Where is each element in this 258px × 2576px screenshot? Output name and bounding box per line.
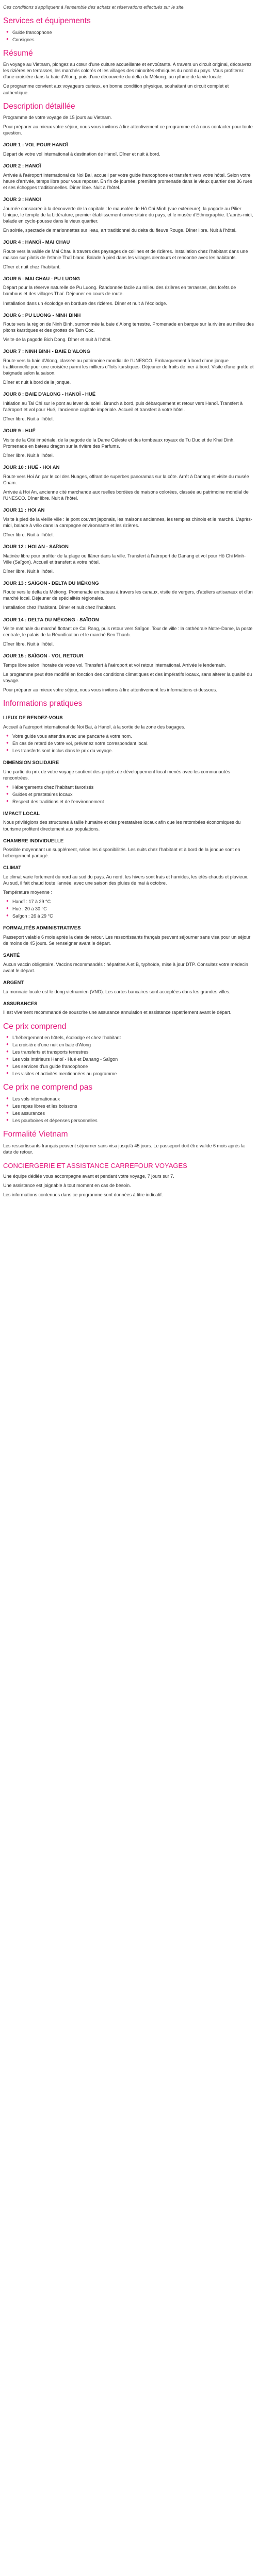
bullet-list <box>6 1096 254 1124</box>
paragraph: Départ pour la réserve naturelle de Pu Luong. Randonnée facile au milieu des rizières en terrasses, des forêts de bambous et des villages Thaï. Déjeuner en cours de route. <box>3 285 236 297</box>
subsection-heading-jour-8-baie-d-along-hanoi-hue: JOUR 8 : BAIE D'ALONG - HANOÏ - HUÉ <box>3 392 96 398</box>
subsection-heading-assurances: ASSURANCES <box>3 1001 38 1007</box>
subsection-heading-jour-2-hanoi: JOUR 2 : HANOÏ <box>3 163 41 170</box>
paragraph: Installation chez l'habitant. Dîner et nuit chez l'habitant. <box>3 605 117 611</box>
list-item: ● Hanoï : 17 à 29 °C <box>6 899 254 905</box>
paragraph: Visite de la pagode Bich Dong. Dîner et nuit à l'hôtel. <box>3 337 112 343</box>
list-item: ● Les visites et activités mentionnées au programme <box>6 1071 254 1077</box>
paragraph: Le programme peut être modifié en fonction des conditions climatiques et des impératifs locaux, sans altérer la qualité du voyage. <box>3 672 252 684</box>
paragraph: Dîner libre. Nuit à l'hôtel. <box>3 452 54 458</box>
section-heading-services-et-equipements: Services et équipements <box>3 16 91 26</box>
list-item: ● Les vols internationaux <box>6 1096 254 1102</box>
subsection-heading-dimension-solidaire: DIMENSION SOLIDAIRE <box>3 759 59 766</box>
section-heading-informations-pratiques: Informations pratiques <box>3 699 83 708</box>
paragraph: Visite de la Cité impériale, de la pagode de la Dame Céleste et des tombeaux royaux de Tu Duc et de Khai Dinh. Promenade en bateau dragon sur la rivière des Parfums. <box>3 437 235 449</box>
paragraph: Temps libre selon l'horaire de votre vol. Transfert à l'aéroport et vol retour international. Arrivée le lendemain. <box>3 663 226 668</box>
list-item: ● Consignes <box>6 37 254 43</box>
paragraph: Nous privilégions des structures à taille humaine et des prestataires locaux afin que les retombées économiques du tourisme profitent directement aux populations. <box>3 820 241 832</box>
paragraph: Pour préparer au mieux votre séjour, nous vous invitons à lire attentivement les informations ci-dessous. <box>3 687 217 693</box>
bullet-list <box>6 784 254 805</box>
bullet-list <box>6 899 254 919</box>
paragraph: Une assistance est joignable à tout moment en cas de besoin. <box>3 1183 131 1189</box>
list-item: ● Les pourboires et dépenses personnelles <box>6 1117 254 1124</box>
paragraph: Programme de votre voyage de 15 jours au Vietnam. <box>3 115 112 121</box>
intro-text: Ces conditions s'appliquent à l'ensemble des achats et réservations effectués sur le site. <box>3 5 185 10</box>
list-item: ● Les repas libres et les boissons <box>6 1103 254 1109</box>
paragraph: Possible moyennant un supplément, selon les disponibilités. Les nuits chez l'habitant et à bord de la jonque sont en hébergement partagé. <box>3 847 240 859</box>
paragraph: Une équipe dédiée vous accompagne avant et pendant votre voyage, 7 jours sur 7. <box>3 1174 174 1179</box>
section-heading-conciergerie-et-assistance-carrefour-voy: CONCIERGERIE ET ASSISTANCE CARREFOUR VOYAGES <box>3 1161 187 1170</box>
list-item: ● Les services d'un guide francophone <box>6 1063 254 1070</box>
subsection-heading-chambre-individuelle: CHAMBRE INDIVIDUELLE <box>3 838 64 844</box>
subsection-heading-jour-10-hue-hoi-an: JOUR 10 : HUÉ - HOI AN <box>3 465 60 471</box>
paragraph: Dîner libre. Nuit à l'hôtel. <box>3 568 54 574</box>
paragraph: Les informations contenues dans ce programme sont données à titre indicatif. <box>3 1192 163 1198</box>
list-item: ● L'hébergement en hôtels, écolodge et chez l'habitant <box>6 1035 254 1041</box>
page <box>0 0 258 1213</box>
paragraph: Dîner libre. Nuit à l'hôtel. <box>3 641 54 647</box>
paragraph: En voyage au Vietnam, plongez au cœur d'une culture accueillante et envoûtante. À travers un circuit original, découvrez les rizières en terrasses, les marchés colorés et les villages des minorités ethniques du nord du pays. Vous profiterez d'une croisière dans la baie d'Along, puis d'une découverte du delta du Mékong, au rythme de la vie locale. <box>3 62 252 80</box>
section-heading-resume: Résumé <box>3 48 33 58</box>
subsection-heading-jour-11-hoi-an: JOUR 11 : HOI AN <box>3 507 45 513</box>
paragraph: Ce programme convient aux voyageurs curieux, en bonne condition physique, souhaitant un circuit complet et authentique. <box>3 83 229 95</box>
paragraph: Route vers la vallée de Mai Chau à travers des paysages de collines et de rizières. Installation chez l'habitant dans une maison sur pilotis de l'ethnie Thaï blanc. Balade à pied dans les villages alentours et rencontre avec les habitants. <box>3 248 248 260</box>
paragraph: Accueil à l'aéroport international de Noi Bai, à Hanoï, à la sortie de la zone des bagages. <box>3 724 185 730</box>
subsection-heading-jour-1-vol-pour-hanoi: JOUR 1 : VOL POUR HANOÏ <box>3 142 68 148</box>
content <box>3 16 254 1198</box>
list-item: ● Guides et prestataires locaux <box>6 791 254 798</box>
paragraph: Passeport valable 6 mois après la date de retour. Les ressortissants français peuvent séjourner sans visa pour un séjour de moins de 45 jours. Se renseigner avant le départ. <box>3 935 251 946</box>
subsection-heading-formalites-administratives: FORMALITÉS ADMINISTRATIVES <box>3 925 81 931</box>
bullet-list <box>6 29 254 43</box>
paragraph: Route vers la baie d'Along, classée au patrimoine mondial de l'UNESCO. Embarquement à bord d'une jonque traditionnelle pour une croisière parmi les milliers d'îlots karstiques. Déjeuner de fruits de mer à bord. Visite d'une grotte et baignade selon la saison. <box>3 358 254 376</box>
list-item: ● Guide francophone <box>6 29 254 36</box>
subsection-heading-lieux-de-rendez-vous: LIEUX DE RENDEZ-VOUS <box>3 715 63 721</box>
paragraph: En soirée, spectacle de marionnettes sur l'eau, art traditionnel du delta du fleuve Rouge. Dîner libre. Nuit à l'hôtel. <box>3 227 237 233</box>
paragraph: Dîner et nuit chez l'habitant. <box>3 264 61 269</box>
paragraph: Une partie du prix de votre voyage soutient des projets de développement local menés avec les communautés rencontrées. <box>3 769 230 781</box>
list-item: ● Les transferts et transports terrestres <box>6 1049 254 1055</box>
paragraph: Les ressortissants français peuvent séjourner sans visa jusqu'à 45 jours. Le passeport doit être valide 6 mois après la date de retour. <box>3 1143 245 1155</box>
list-item: ● Les transferts sont inclus dans le prix du voyage. <box>6 748 254 754</box>
subsection-heading-jour-13-saigon-delta-du-mekong: JOUR 13 : SAÏGON - DELTA DU MÉKONG <box>3 580 99 586</box>
paragraph: Dîner libre. Nuit à l'hôtel. <box>3 532 54 537</box>
subsection-heading-jour-14-delta-du-mekong-saigon: JOUR 14 : DELTA DU MÉKONG - SAÏGON <box>3 617 99 623</box>
bullet-list <box>6 1035 254 1077</box>
subsection-heading-jour-7-ninh-binh-baie-d-along: JOUR 7 : NINH BINH - BAIE D'ALONG <box>3 349 91 355</box>
subsection-heading-jour-6-pu-luong-ninh-binh: JOUR 6 : PU LUONG - NINH BINH <box>3 312 81 318</box>
paragraph: Route vers le delta du Mékong. Promenade en bateau à travers les canaux, visite de vergers, d'ateliers artisanaux et d'un marché local. Déjeuner de spécialités régionales. <box>3 589 253 601</box>
list-item: ● Les vols intérieurs Hanoï - Hué et Danang - Saïgon <box>6 1056 254 1062</box>
section-heading-ce-prix-ne-comprend-pas: Ce prix ne comprend pas <box>3 1083 93 1092</box>
list-item: ● Respect des traditions et de l'environnement <box>6 799 254 805</box>
paragraph: Arrivée à l'aéroport international de Noi Bai, accueil par votre guide francophone et transfert vers votre hôtel. Selon votre heure d'arrivée, temps libre pour vous reposer. En fin de journée, première promenade dans le vieux quartier des 36 rues et ses échoppes traditionnelles. Dîner libre. Nuit à l'hôtel. <box>3 172 252 190</box>
list-item: ● Votre guide vous attendra avec une pancarte à votre nom. <box>6 733 254 739</box>
paragraph: Visite à pied de la vieille ville : le pont couvert japonais, les maisons anciennes, les temples chinois et le marché. L'après-midi, balade à vélo dans la campagne environnante et les rizières. <box>3 516 252 528</box>
paragraph: Il est vivement recommandé de souscrire une assurance annulation et assistance rapatriement avant le départ. <box>3 1010 232 1015</box>
subsection-heading-sante: SANTÉ <box>3 953 20 959</box>
paragraph: La monnaie locale est le dong vietnamien (VND). Les cartes bancaires sont acceptées dans les grandes villes. <box>3 989 231 994</box>
subsection-heading-jour-15-saigon-vol-retour: JOUR 15 : SAÏGON - VOL RETOUR <box>3 653 84 659</box>
list-item: ● Les assurances <box>6 1110 254 1116</box>
paragraph: Température moyenne : <box>3 890 53 895</box>
bullet-list <box>6 733 254 754</box>
paragraph: Arrivée à Hoi An, ancienne cité marchande aux ruelles bordées de maisons colorées, classée au patrimoine mondial de l'UNESCO. Dîner libre. Nuit à l'hôtel. <box>3 489 249 501</box>
paragraph: Visite matinale du marché flottant de Cai Rang, puis retour vers Saïgon. Tour de ville : la cathédrale Notre-Dame, la poste centrale, le palais de la Réunification et le marché Ben Thanh. <box>3 626 253 638</box>
subsection-heading-jour-9-hue: JOUR 9 : HUÉ <box>3 428 36 434</box>
paragraph: Installation dans un écolodge en bordure des rizières. Dîner et nuit à l'écolodge. <box>3 300 167 306</box>
subsection-heading-argent: ARGENT <box>3 979 24 986</box>
paragraph: Matinée libre pour profiter de la plage ou flâner dans la ville. Transfert à l'aéroport de Danang et vol pour Hô Chi Minh-Ville (Saïgon). Accueil et transfert à votre hôtel. <box>3 553 246 565</box>
paragraph: Route vers la région de Ninh Binh, surnommée la baie d'Along terrestre. Promenade en barque sur la rivière au milieu des pitons karstiques et des grottes de Tam Coc. <box>3 321 254 333</box>
paragraph: Route vers Hoi An par le col des Nuages, offrant de superbes panoramas sur la côte. Arrêt à Danang et visite du musée Cham. <box>3 473 249 485</box>
subsection-heading-climat: CLIMAT <box>3 865 22 871</box>
paragraph: Dîner libre. Nuit à l'hôtel. <box>3 416 54 422</box>
paragraph: Journée consacrée à la découverte de la capitale : le mausolée de Hô Chi Minh (vue extérieure), la pagode au Pilier Unique, le temple de la Littérature, premier établissement universitaire du pays, et le musée d'Ethnographie. L'après-midi, balade en cyclo-pousse dans le vieux quartier. <box>3 206 253 224</box>
subsection-heading-jour-3-hanoi: JOUR 3 : HANOÏ <box>3 196 41 202</box>
subsection-heading-jour-5-mai-chau-pu-luong: JOUR 5 : MAI CHAU - PU LUONG <box>3 276 80 282</box>
paragraph: Pour préparer au mieux votre séjour, nous vous invitons à lire attentivement ce programme et à nous contacter pour toute question. <box>3 124 253 136</box>
paragraph: Dîner et nuit à bord de la jonque. <box>3 380 71 385</box>
subsection-heading-jour-12-hoi-an-saigon: JOUR 12 : HOI AN - SAÏGON <box>3 544 69 550</box>
list-item: ● En cas de retard de votre vol, prévenez notre correspondant local. <box>6 740 254 747</box>
paragraph: Départ de votre vol international à destination de Hanoï. Dîner et nuit à bord. <box>3 151 160 157</box>
subsection-heading-jour-4-hanoi-mai-chau: JOUR 4 : HANOÏ - MAI CHAU <box>3 239 70 245</box>
section-heading-ce-prix-comprend: Ce prix comprend <box>3 1022 67 1031</box>
list-item: ● La croisière d'une nuit en baie d'Along <box>6 1042 254 1048</box>
paragraph: Aucun vaccin obligatoire. Vaccins recommandés : hépatites A et B, typhoïde, mise à jour DTP. Consultez votre médecin avant le départ. <box>3 961 248 973</box>
paragraph: Initiation au Tai Chi sur le pont au lever du soleil. Brunch à bord, puis débarquement et retour vers Hanoï. Transfert à l'aéroport et vol pour Hué, l'ancienne capitale impériale. Accueil et transfert à votre hôtel. <box>3 401 243 413</box>
list-item: ● Hué : 20 à 30 °C <box>6 906 254 912</box>
paragraph: Le climat varie fortement du nord au sud du pays. Au nord, les hivers sont frais et humides, les étés chauds et pluvieux. Au sud, il fait chaud toute l'année, avec une saison des pluies de mai à octobre. <box>3 874 249 886</box>
section-heading-formalite-vietnam: Formalité Vietnam <box>3 1130 68 1139</box>
subsection-heading-impact-local: IMPACT LOCAL <box>3 810 40 817</box>
list-item: ● Saïgon : 26 à 29 °C <box>6 913 254 919</box>
list-item: ● Hébergements chez l'habitant favorisés <box>6 784 254 790</box>
section-heading-description-detaillee: Description détaillée <box>3 101 75 111</box>
